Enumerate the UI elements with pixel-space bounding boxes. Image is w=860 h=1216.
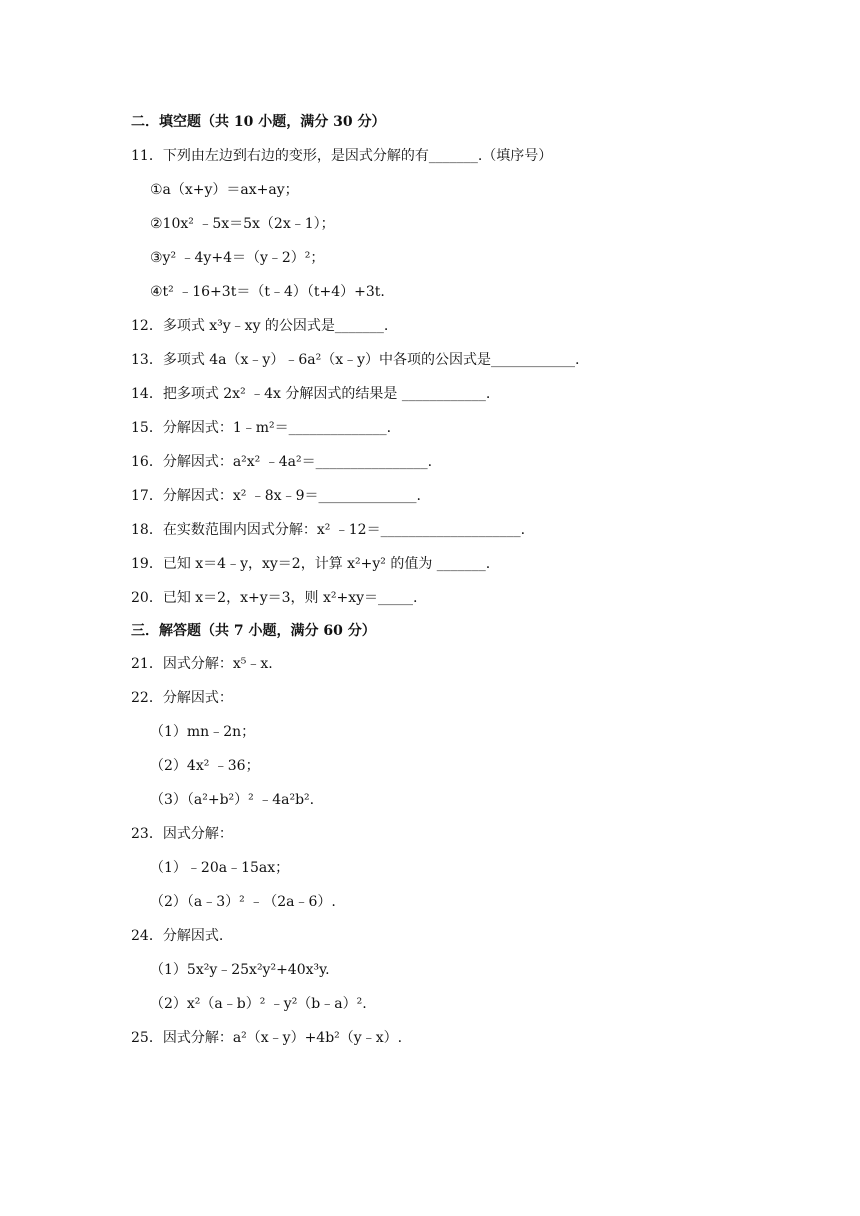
option-2: ②10x² ﹣5x＝5x（2x﹣1）；	[150, 216, 335, 232]
q24-part-1: （1）5x²y﹣25x²y²+40x³y.	[150, 962, 330, 978]
question-14: 14．把多项式 2x² ﹣4x 分解因式的结果是 ____________.	[131, 386, 491, 402]
question-22: 22．分解因式：	[131, 690, 233, 706]
question-23: 23．因式分解：	[131, 826, 233, 842]
q22-part-2: （2）4x² ﹣36；	[150, 758, 260, 774]
section-heading-answers: 三．解答题（共 7 小题，满分 60 分）	[131, 623, 376, 639]
question-11: 11．下列由左边到右边的变形，是因式分解的有_______.（填序号）	[131, 148, 553, 164]
question-13: 13．多项式 4a（x﹣y）﹣6a²（x﹣y）中各项的公因式是____________.	[131, 352, 580, 368]
question-20: 20．已知 x＝2，x+y＝3，则 x²+xy＝_____.	[131, 590, 418, 606]
q22-part-1: （1）mn﹣2n；	[150, 724, 256, 740]
question-21: 21．因式分解：x⁵﹣x.	[131, 656, 273, 672]
option-3: ③y² ﹣4y+4＝（y﹣2）²；	[150, 250, 325, 266]
question-18: 18．在实数范围内因式分解：x² ﹣12＝____________________.	[131, 522, 526, 538]
question-19: 19．已知 x＝4﹣y，xy＝2，计算 x²+y² 的值为 _______.	[131, 556, 491, 572]
section-heading-fill-blank: 二．填空题（共 10 小题，满分 30 分）	[131, 114, 386, 130]
question-15: 15．分解因式：1﹣m²＝______________.	[131, 420, 392, 436]
q22-part-3: （3）（a²+b²）² ﹣4a²b².	[150, 792, 315, 808]
option-4: ④t² ﹣16+3t＝（t﹣4）（t+4）+3t.	[150, 284, 385, 300]
question-25: 25．因式分解：a²（x﹣y）+4b²（y﹣x）.	[131, 1030, 403, 1046]
q23-part-1: （1）﹣20a﹣15ax；	[150, 860, 290, 876]
q23-part-2: （2）（a﹣3）² ﹣（2a﹣6）.	[150, 894, 336, 910]
option-1: ①a（x+y）＝ax+ay；	[150, 182, 299, 198]
question-12: 12．多项式 x³y﹣xy 的公因式是_______.	[131, 318, 389, 334]
question-24: 24．分解因式.	[131, 928, 224, 944]
question-17: 17．分解因式：x² ﹣8x﹣9＝______________.	[131, 488, 421, 504]
q24-part-2: （2）x²（a﹣b）² ﹣y²（b﹣a）².	[150, 996, 367, 1012]
question-16: 16．分解因式：a²x² ﹣4a²＝________________.	[131, 454, 433, 470]
